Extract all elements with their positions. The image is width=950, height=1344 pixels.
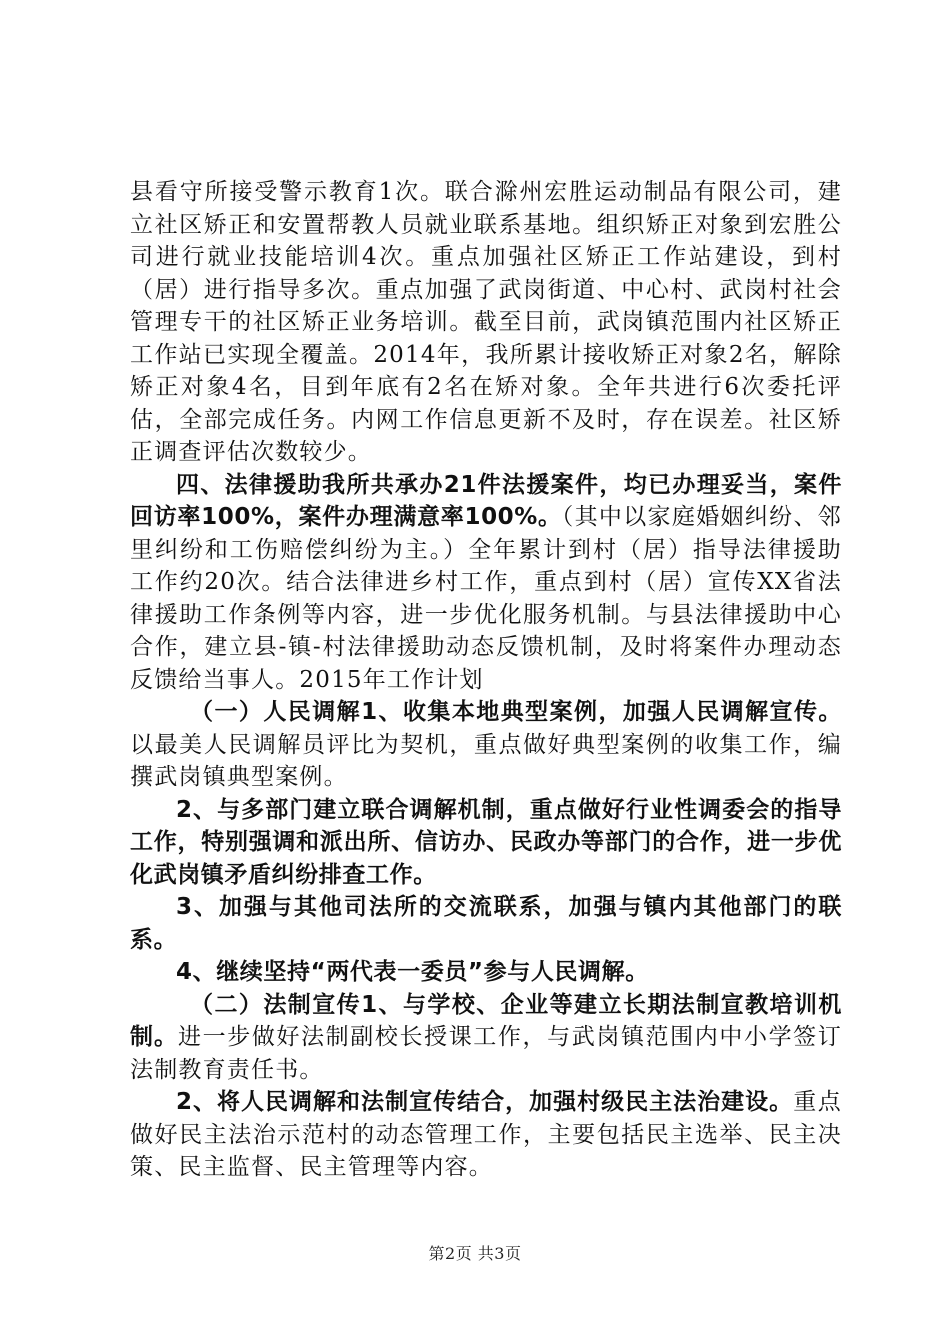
paragraph-legal-publicity [130, 989, 842, 1087]
paragraph-joint-mediation [130, 794, 842, 892]
paragraph-democracy-rule-of-law [130, 1086, 842, 1184]
paragraph-text: （其中以家庭婚姻纠纷、邻里纠纷和工伤赔偿纠纷为主。）全年累计到村（居）指导法律援助工作约20次。结合法律进乡村工作，重点到村（居）宣传XX省法律援助工作条例等内容，进一步优化服务机制。与县法律援助中心合作，建立县-镇-村法律援助动态反馈机制，及时将案件办理动态反馈给当事人。2015年工作计划 [130, 504, 842, 693]
paragraph-people-mediation [130, 696, 842, 794]
paragraph-lead: （二）法制宣传1、与学校、企业等建立长期法制宣教培训机制。 [130, 991, 842, 1050]
paragraph-two-representatives [130, 956, 842, 989]
page-number: 第2页 共3页 [428, 1244, 522, 1263]
paragraph-legal-aid [130, 469, 842, 697]
page-footer [0, 1241, 950, 1264]
paragraph-text: 重点做好民主法治示范村的动态管理工作，主要包括民主选举、民主决策、民主监督、民主管理等内容。 [130, 1089, 842, 1180]
paragraph-lead: （一）人民调解1、收集本地典型案例，加强人民调解宣传。 [190, 699, 842, 725]
paragraph-lead: 4、继续坚持“两代表一委员”参与人民调解。 [176, 959, 649, 985]
paragraph-lead: 四、法律援助我所共承办21件法援案件，均已办理妥当，案件回访率100%，案件办理满意率100%。 [130, 471, 842, 530]
paragraph-text: 进一步做好法制副校长授课工作，与武岗镇范围内中小学签订法制教育责任书。 [130, 1024, 842, 1083]
paragraph-community-correction [130, 176, 842, 469]
paragraph-lead: 3、加强与其他司法所的交流联系，加强与镇内其他部门的联系。 [130, 894, 842, 953]
document-body [130, 176, 842, 1184]
paragraph-text: 县看守所接受警示教育1次。联合滁州宏胜运动制品有限公司，建立社区矫正和安置帮教人员就业联系基地。组织矫正对象到宏胜公司进行就业技能培训4次。重点加强社区矫正工作站建设，到村（居）进行指导多次。重点加强了武岗街道、中心村、武岗村社会管理专干的社区矫正业务培训。截至目前，武岗镇范围内社区矫正工作站已实现全覆盖。2014年，我所累计接收矫正对象2名，解除矫正对象4名，目到年底有2名在矫对象。全年共进行6次委托评估，全部完成任务。内网工作信息更新不及时，存在误差。社区矫正调查评估次数较少。 [130, 179, 842, 465]
paragraph-text: 以最美人民调解员评比为契机，重点做好典型案例的收集工作，编撰武岗镇典型案例。 [130, 731, 842, 790]
paragraph-exchange [130, 891, 842, 956]
paragraph-lead: 2、将人民调解和法制宣传结合，加强村级民主法治建设。 [176, 1089, 794, 1115]
paragraph-lead: 2、与多部门建立联合调解机制，重点做好行业性调委会的指导工作，特别强调和派出所、信访办、民政办等部门的合作，进一步优化武岗镇矛盾纠纷排查工作。 [130, 796, 842, 888]
